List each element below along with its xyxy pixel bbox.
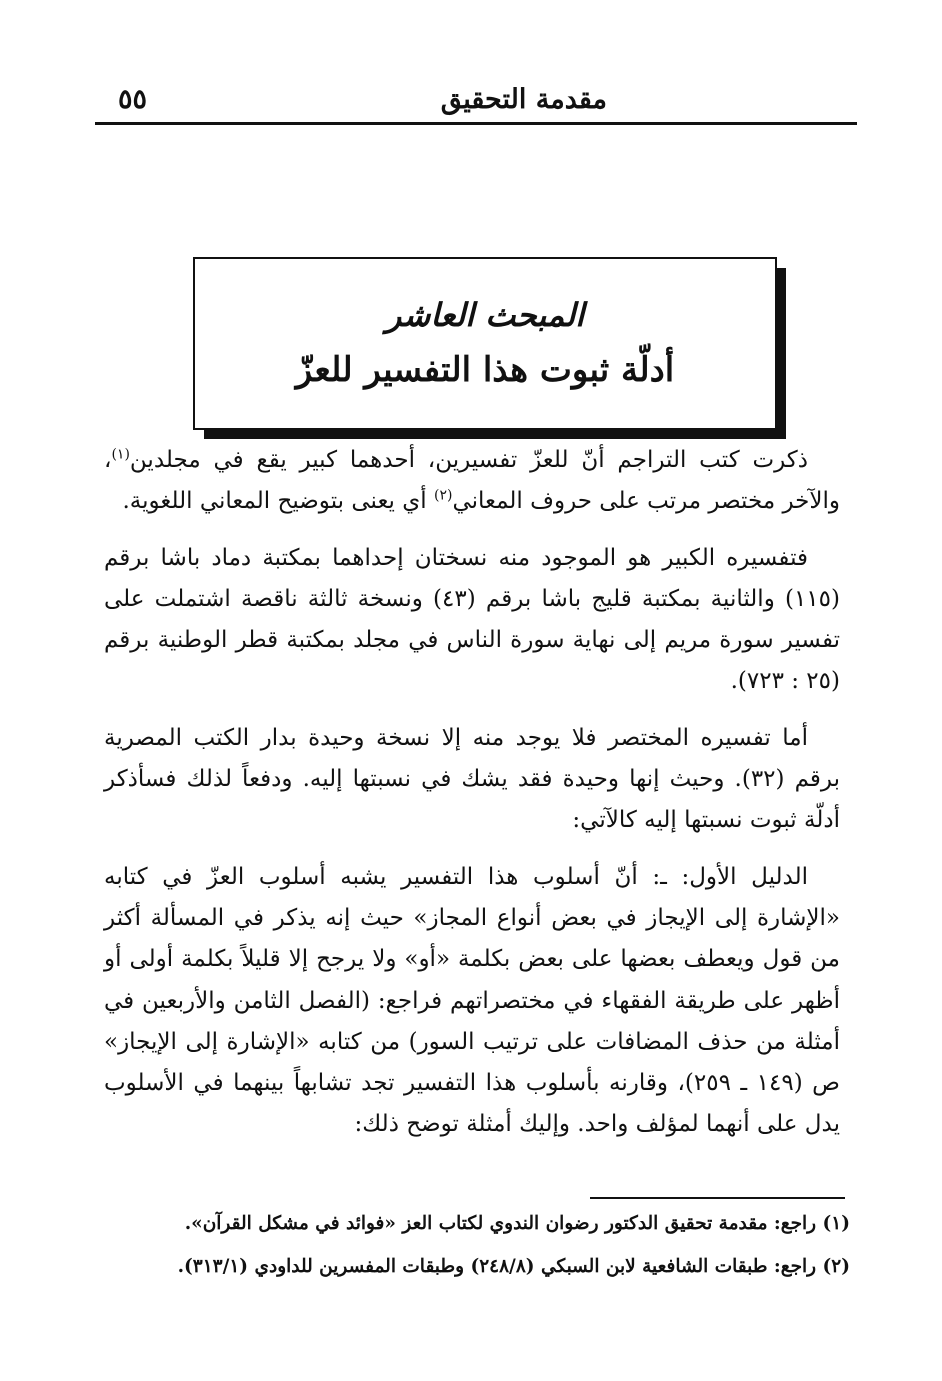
section-title-box — [193, 257, 777, 430]
footnote: (١) راجع: مقدمة تحقيق الدكتور رضوان الندوي لكتاب العز «فوائد في مشكل القرآن». — [184, 1213, 850, 1234]
section-heading: المبحث العاشر — [385, 295, 585, 334]
paragraph-text: الدليل الأول: ـ: أنّ أسلوب هذا التفسير يشبه أسلوب العزّ في كتابه «الإشارة إلى الإيجاز في بعض أنواع المجاز» حيث إنه يذكر في المسألة أكثر من قول ويعطف بعضها على بعض بكلمة «أو» ولا يرجح إلا قليلاً بكلمة أولى أو أظهر على طريقة الفقهاء في مختصراتهم فراجع: (الفصل الثامن والأربعين في أمثلة من حذف المضافات على ترتيب السور) من كتابه «الإشارة إلى الإيجاز» ص (١٤٩ ـ ٢٥٩)، وقارنه بأسلوب هذا التفسير تجد تشابهاً بينهما في الأسلوب يدل على أنهما لمؤلف واحد. وإليك أمثلة توضح ذلك: — [104, 863, 840, 1138]
paragraph — [104, 440, 840, 523]
paragraph — [104, 538, 840, 703]
paragraph — [104, 857, 840, 1146]
body-text — [104, 440, 840, 1146]
footnote-rule — [590, 1197, 845, 1199]
footnote-ref: (١) — [111, 446, 130, 463]
paragraph-text: أما تفسيره المختصر فلا يوجد منه إلا نسخة وحيدة بدار الكتب المصرية برقم (٣٢). وحيث إنها وحيدة فقد يشك في نسبتها إليه. ودفعاً لذلك فسأذكر أدلّة ثبوت نسبتها إليه كالآتي: — [104, 724, 840, 834]
footnote: (٢) راجع: طبقات الشافعية لابن السبكي (٢٤٨/٨) وطبقات المفسرين للداودي (٣١٣/١). — [177, 1256, 850, 1277]
footnote-ref: (٢) — [433, 487, 453, 504]
paragraph-text: ، والآخر مختصر مرتب على حروف المعاني — [104, 447, 840, 515]
paragraph-text: ذكرت كتب التراجم أنّ للعزّ تفسيرين، أحدهما كبير يقع في مجلدين — [129, 447, 808, 473]
paragraph-text: فتفسيره الكبير هو الموجود منه نسختان إحداهما بمكتبة دماد باشا برقم (١١٥) والثانية بمكتبة قليج باشا برقم (٤٣) ونسخة ثالثة ناقصة اشتملت على تفسير سورة مريم إلى نهاية سورة الناس في مجلد بمكتبة قطر الوطنية برقم (٢٥ : ٧٢٣). — [104, 544, 840, 695]
paragraph-text: أي يعنى بتوضيح المعاني اللغوية. — [122, 488, 434, 515]
header-rule — [95, 122, 857, 125]
running-header-title: مقدمة التحقيق — [440, 84, 607, 115]
section-subtitle: أدلّة ثبوت هذا التفسير للعزّ — [295, 349, 675, 390]
paragraph — [104, 718, 840, 842]
page-number: ٥٥ — [118, 84, 148, 115]
